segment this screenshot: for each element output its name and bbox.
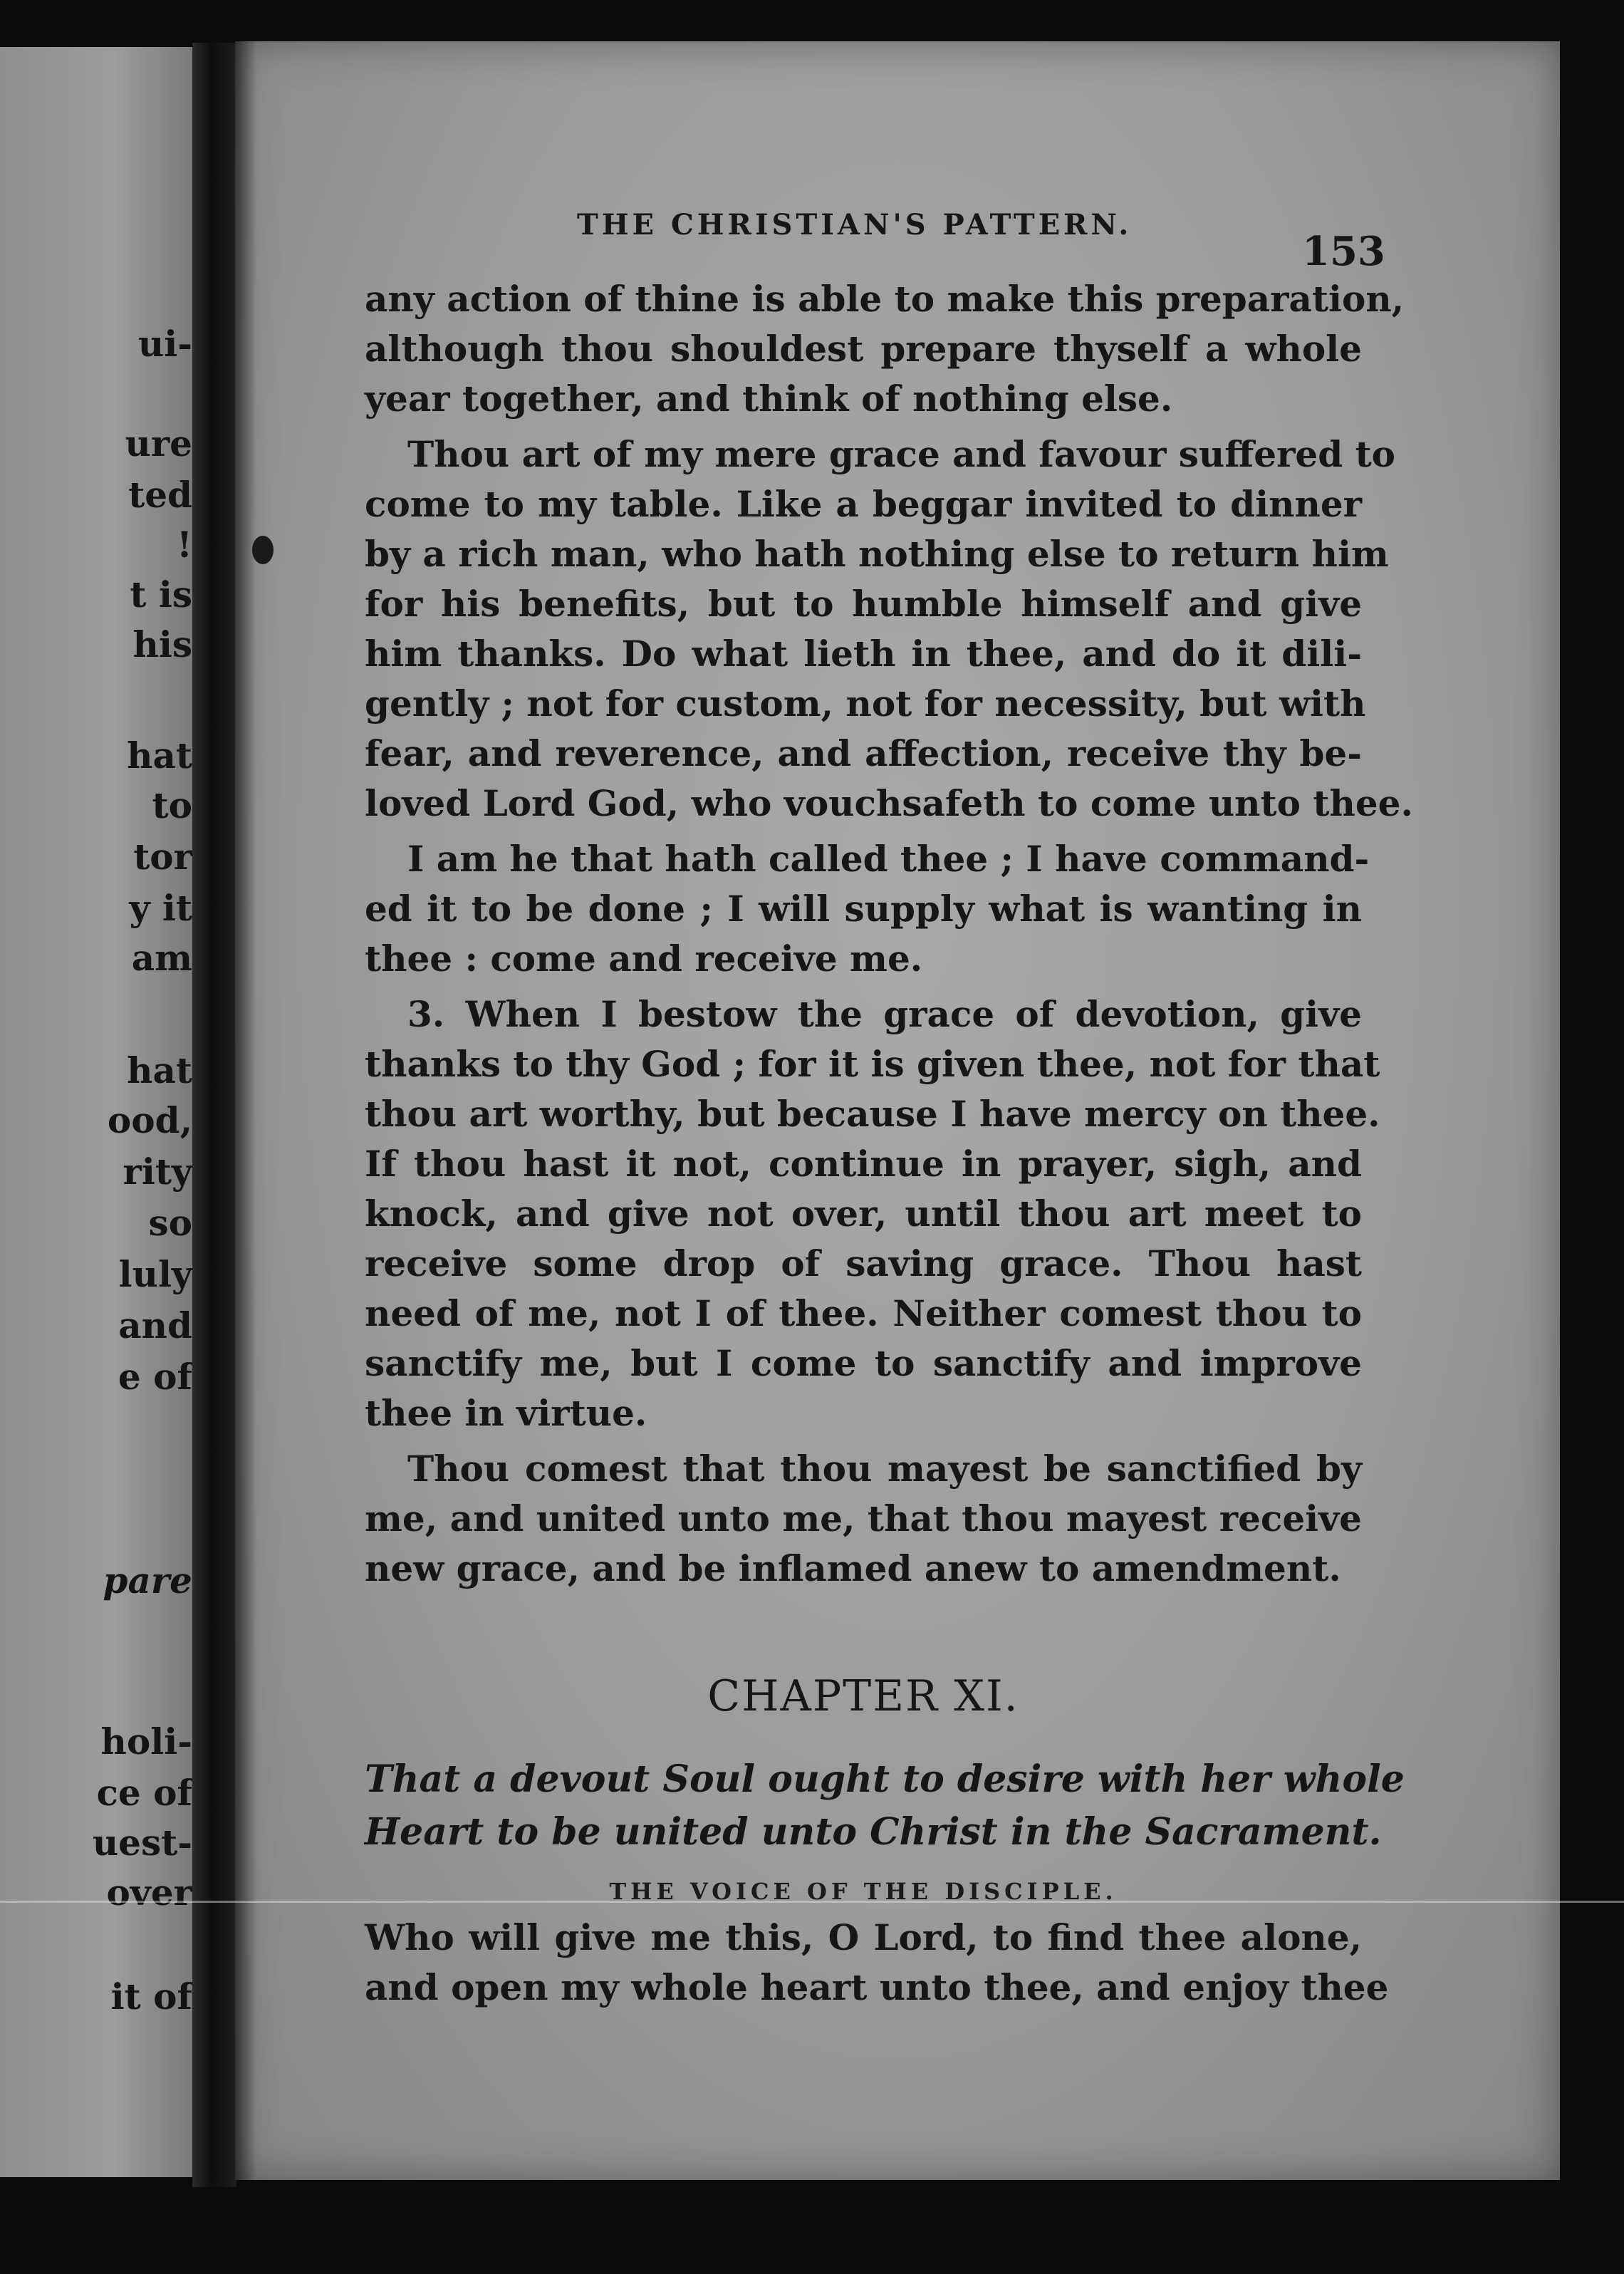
left-page (0, 47, 192, 2177)
text-line: ed it to be done ; I will supply what is wanting in (365, 888, 1362, 930)
left-fragment: t is (130, 573, 192, 616)
book-gutter (192, 43, 236, 2187)
text-line: him thanks. Do what lieth in thee, and do it dili- (365, 633, 1362, 675)
left-fragment: and (118, 1304, 192, 1346)
left-fragment: ure (125, 422, 192, 464)
left-fragment: hat (127, 734, 192, 777)
text-line: loved Lord God, who vouchsafeth to come unto thee. (365, 782, 1413, 824)
text-line: any action of thine is able to make this preparation, (365, 278, 1405, 320)
section-heading: THE VOICE OF THE DISCIPLE. (609, 1878, 1118, 1905)
text-line: by a rich man, who hath nothing else to return him (365, 533, 1389, 575)
text-line: need of me, not I of thee. Neither comest thou to (365, 1292, 1362, 1334)
text-line: fear, and reverence, and affection, receive thy be- (365, 732, 1362, 774)
page-number: 153 (1302, 228, 1385, 275)
left-fragment: holi- (100, 1720, 192, 1762)
left-fragment: ce of (96, 1772, 192, 1814)
left-fragment: uest- (92, 1822, 192, 1864)
page-edge-shadow (235, 41, 256, 2180)
text-line: come to my table. Like a beggar invited to dinner (365, 483, 1362, 525)
left-fragment: ui- (137, 323, 192, 365)
text-line: Who will give me this, O Lord, to find thee alone, (365, 1916, 1362, 1958)
text-line: sanctify me, but I come to sanctify and improve (365, 1342, 1362, 1384)
text-line: gently ; not for custom, not for necessity, but with (365, 682, 1366, 725)
text-line: although thou shouldest prepare thyself a whole (365, 328, 1362, 370)
text-line: If thou hast it not, continue in prayer, sigh, and (365, 1143, 1362, 1185)
text-line: Thou art of my mere grace and favour suffered to (407, 433, 1396, 475)
text-line: I am he that hath called thee ; I have command- (407, 838, 1370, 880)
left-fragment: tor (133, 836, 192, 878)
text-line: Thou comest that thou mayest be sanctified by (407, 1448, 1362, 1490)
chapter-title: CHAPTER XI. (707, 1671, 1019, 1721)
running-head: THE CHRISTIAN'S PATTERN. (577, 208, 1133, 242)
text-line: thanks to thy God ; for it is given thee, not for that (365, 1043, 1380, 1085)
text-line: for his benefits, but to humble himself and give (365, 583, 1362, 625)
left-fragment: luly (118, 1253, 192, 1295)
left-fragment: e of (118, 1356, 192, 1398)
left-fragment: pare (103, 1559, 192, 1601)
left-fragment: so (148, 1202, 192, 1244)
left-fragment: ood, (107, 1099, 192, 1141)
left-fragment: over (106, 1871, 192, 1914)
text-line: new grace, and be inflamed anew to amendment. (365, 1547, 1341, 1589)
left-fragment: to (152, 784, 192, 826)
chapter-subtitle-line: Heart to be united unto Christ in the Sacrament. (365, 1810, 1382, 1854)
text-line: knock, and give not over, until thou art meet to (365, 1193, 1362, 1235)
left-fragment: rity (123, 1151, 192, 1193)
left-fragment: y it (129, 887, 192, 929)
left-fragment: ! (177, 524, 192, 566)
ink-smudge (252, 536, 274, 564)
text-line: thee in virtue. (365, 1392, 647, 1434)
left-fragment: am (131, 937, 192, 979)
text-line: me, and united unto me, that thou mayest receive (365, 1497, 1362, 1540)
scan-line-artifact (0, 1901, 1624, 1903)
chapter-subtitle-line: That a devout Soul ought to desire with her whole (365, 1758, 1405, 1801)
left-fragment: his (132, 623, 192, 665)
text-line: thou art worthy, but because I have mercy on thee. (365, 1093, 1380, 1135)
text-line: receive some drop of saving grace. Thou hast (365, 1242, 1362, 1284)
text-line: and open my whole heart unto thee, and enjoy thee (365, 1966, 1389, 2008)
left-fragment: ted (128, 474, 192, 516)
left-fragment: it of (110, 1976, 192, 2018)
text-line: 3. When I bestow the grace of devotion, give (407, 993, 1362, 1035)
text-line: thee : come and receive me. (365, 938, 923, 980)
text-line: year together, and think of nothing else. (365, 378, 1173, 420)
left-fragment: hat (127, 1049, 192, 1091)
